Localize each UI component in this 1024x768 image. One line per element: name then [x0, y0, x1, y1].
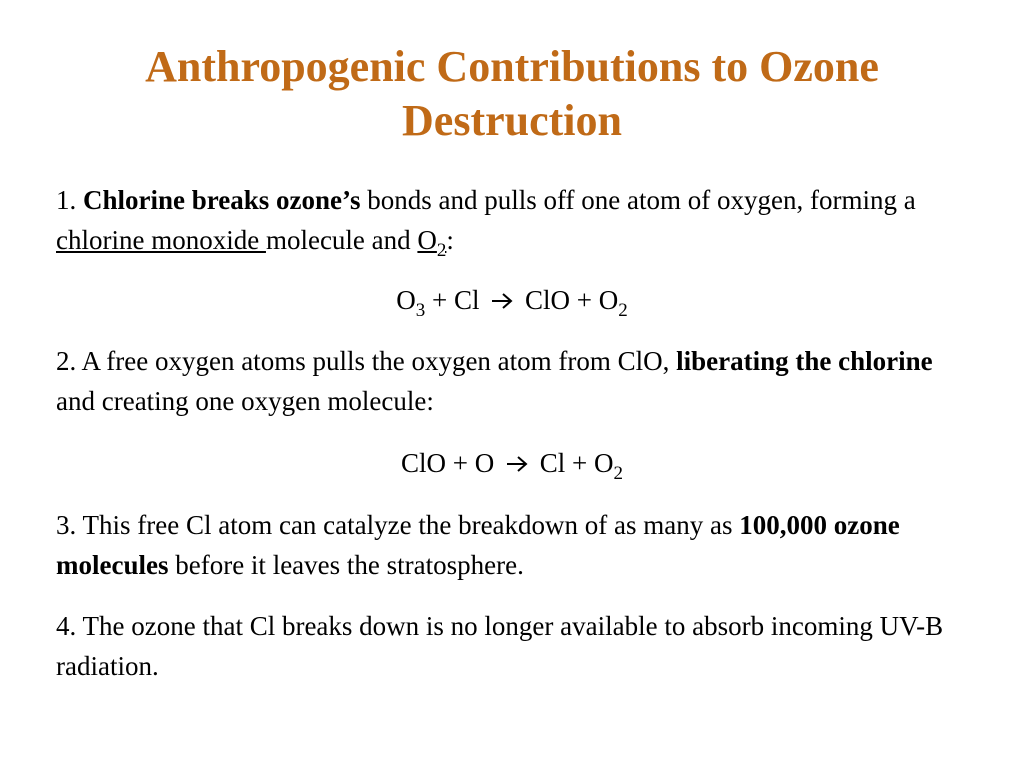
slide-title-line-2: Destruction: [402, 96, 622, 145]
point-4-text-a: The ozone that Cl breaks down is no longer available to absorb incoming UV-B radiation.: [56, 611, 944, 681]
point-2-text-a: A free oxygen atoms pulls the oxygen atom from ClO,: [76, 346, 677, 376]
slide-title-line-1: Anthropogenic Contributions to Ozone: [145, 42, 879, 91]
point-4-number: 4.: [56, 611, 77, 641]
point-3-bold: 100,000 ozone molecules: [56, 510, 900, 580]
point-2-bold: liberating the chlorine: [676, 346, 933, 376]
point-2-number: 2.: [56, 346, 77, 376]
equation-1-products: ClO + $O_2$: [525, 285, 628, 321]
equation-1-reactants: $O_3 + Cl$: [396, 285, 480, 321]
point-3-number: 3.: [56, 510, 77, 540]
point-1-colon: :: [446, 225, 454, 255]
point-3-text-a: This free Cl atom can catalyze the breakdown of as many as: [76, 510, 740, 540]
equation-2-reactants: ClO + O: [401, 448, 495, 478]
point-1-o2: $O_2$: [417, 225, 447, 261]
point-3: [56, 505, 956, 585]
point-3-text-b: before it leaves the stratosphere.: [168, 550, 524, 580]
equation-2: [0, 443, 1024, 483]
point-1-text-a: bonds and pulls off one atom of oxygen, forming a: [360, 185, 916, 215]
point-1-bold: Chlorine breaks ozone’s: [83, 185, 361, 215]
point-1: [56, 180, 956, 260]
point-1-number: 1.: [56, 185, 77, 215]
equation-1: [0, 280, 1024, 320]
point-2: [56, 341, 956, 421]
point-2-text-b: and creating one oxygen molecule:: [56, 386, 434, 416]
right-arrow-icon: [505, 454, 529, 474]
equation-2-products: $Cl + O_2$: [539, 448, 623, 484]
point-1-underlined: chlorine monoxide: [56, 225, 266, 255]
point-1-text-b: molecule and: [265, 225, 418, 255]
right-arrow-icon: [490, 291, 514, 311]
slide-title: [0, 40, 1024, 148]
point-4: [56, 606, 956, 686]
